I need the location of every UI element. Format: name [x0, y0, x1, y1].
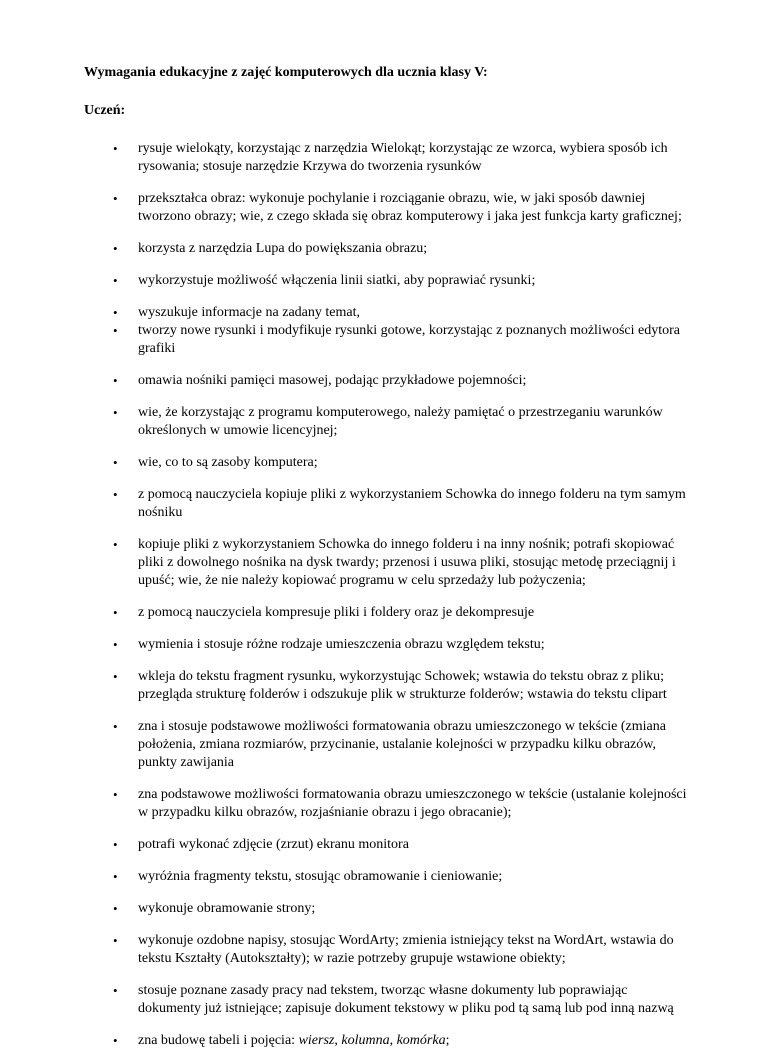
list-item: • wykonuje obramowanie strony; — [0, 900, 768, 918]
list-item: • rysuje wielokąty, korzystając z narzędzia Wielokąt; korzystając ze wzorca, wybiera sposób ich rysowania; stosuje narzędzie Krzywa do tworzenia rysunków — [0, 140, 768, 176]
document-title: Wymagania edukacyjne z zajęć komputerowych dla ucznia klasy V: — [84, 65, 488, 80]
list-item: • tworzy nowe rysunki i modyfikuje rysunki gotowe, korzystając z poznanych możliwości edytora grafiki — [0, 322, 768, 358]
list-item: • wie, co to są zasoby komputera; — [0, 454, 768, 472]
list-item: • kopiuje pliki z wykorzystaniem Schowka do innego folderu i na inny nośnik; potrafi skopiować pliki z dowolnego nośnika na dysk twardy; przenosi i usuwa pliki, stosując metodę przeciągnij i upuść; wie, że nie należy kopiować programu w celu sprzedaży lub pożyczenia; — [0, 536, 768, 590]
list-item: • przekształca obraz: wykonuje pochylanie i rozciąganie obrazu, wie, w jaki sposób dawniej tworzono obrazy; wie, z czego składa się obraz komputerowy i jaka jest funkcja karty graficznej; — [0, 190, 768, 226]
term-cell: komórka — [396, 1033, 446, 1048]
list-item: • wkleja do tekstu fragment rysunku, wykorzystując Schowek; wstawia do tekstu obraz z pliku; przegląda strukturę folderów i odszukuje plik w strukturze folderów; wstawia do tekstu clipart — [0, 668, 768, 704]
item-text: zna budowę tabeli i pojęcia: — [138, 1033, 299, 1048]
list-item: • wymienia i stosuje różne rodzaje umieszczenia obrazu względem tekstu; — [0, 636, 768, 654]
item-separator: , — [334, 1033, 342, 1048]
item-suffix: ; — [445, 1033, 450, 1048]
list-item: • wyszukuje informacje na zadany temat, — [0, 304, 768, 322]
term-row: wiersz — [298, 1033, 335, 1048]
list-item: • omawia nośniki pamięci masowej, podając przykładowe pojemności; — [0, 372, 768, 390]
list-item: • stosuje poznane zasady pracy nad tekstem, tworząc własne dokumenty lub poprawiając dokumenty już istniejące; zapisuje dokument tekstowy w pliku pod tą samą lub pod inną nazwą — [0, 982, 768, 1018]
item-separator: , — [389, 1033, 397, 1048]
list-item: • wie, że korzystając z programu komputerowego, należy pamiętać o przestrzeganiu warunków określonych w umowie licencyjnej; — [0, 404, 768, 440]
list-item: • zna podstawowe możliwości formatowania obrazu umieszczonego w tekście (ustalanie kolejności w przypadku kilku obrazów, rozjaśnianie obrazu i jego obracanie); — [0, 786, 768, 822]
requirements-list — [0, 140, 768, 1064]
document-subtitle: Uczeń: — [84, 103, 126, 118]
list-item: • korzysta z narzędzia Lupa do powiększania obrazu; — [0, 240, 768, 258]
list-item: • z pomocą nauczyciela kompresuje pliki i foldery oraz je dekompresuje — [0, 604, 768, 622]
list-item: • wykonuje ozdobne napisy, stosując WordArty; zmienia istniejący tekst na WordArt, wstawia do tekstu Kształty (Autokształty); w razie potrzeby grupuje wstawione obiekty; — [0, 932, 768, 968]
list-item: • zna i stosuje podstawowe możliwości formatowania obrazu umieszczonego w tekście (zmiana położenia, zmiana rozmiarów, przycinanie, ustalanie kolejności w przypadku kilku obrazów, punkty zawijania — [0, 718, 768, 772]
list-item: • wykorzystuje możliwość włączenia linii siatki, aby poprawiać rysunki; — [0, 272, 768, 290]
list-item: • wyróżnia fragmenty tekstu, stosując obramowanie i cieniowanie; — [0, 868, 768, 886]
list-item: • z pomocą nauczyciela kopiuje pliki z wykorzystaniem Schowka do innego folderu na tym samym nośniku — [0, 486, 768, 522]
term-column: kolumna — [341, 1033, 390, 1048]
list-item-table-terms — [0, 1032, 768, 1050]
list-item: • potrafi wykonać zdjęcie (zrzut) ekranu monitora — [0, 836, 768, 854]
